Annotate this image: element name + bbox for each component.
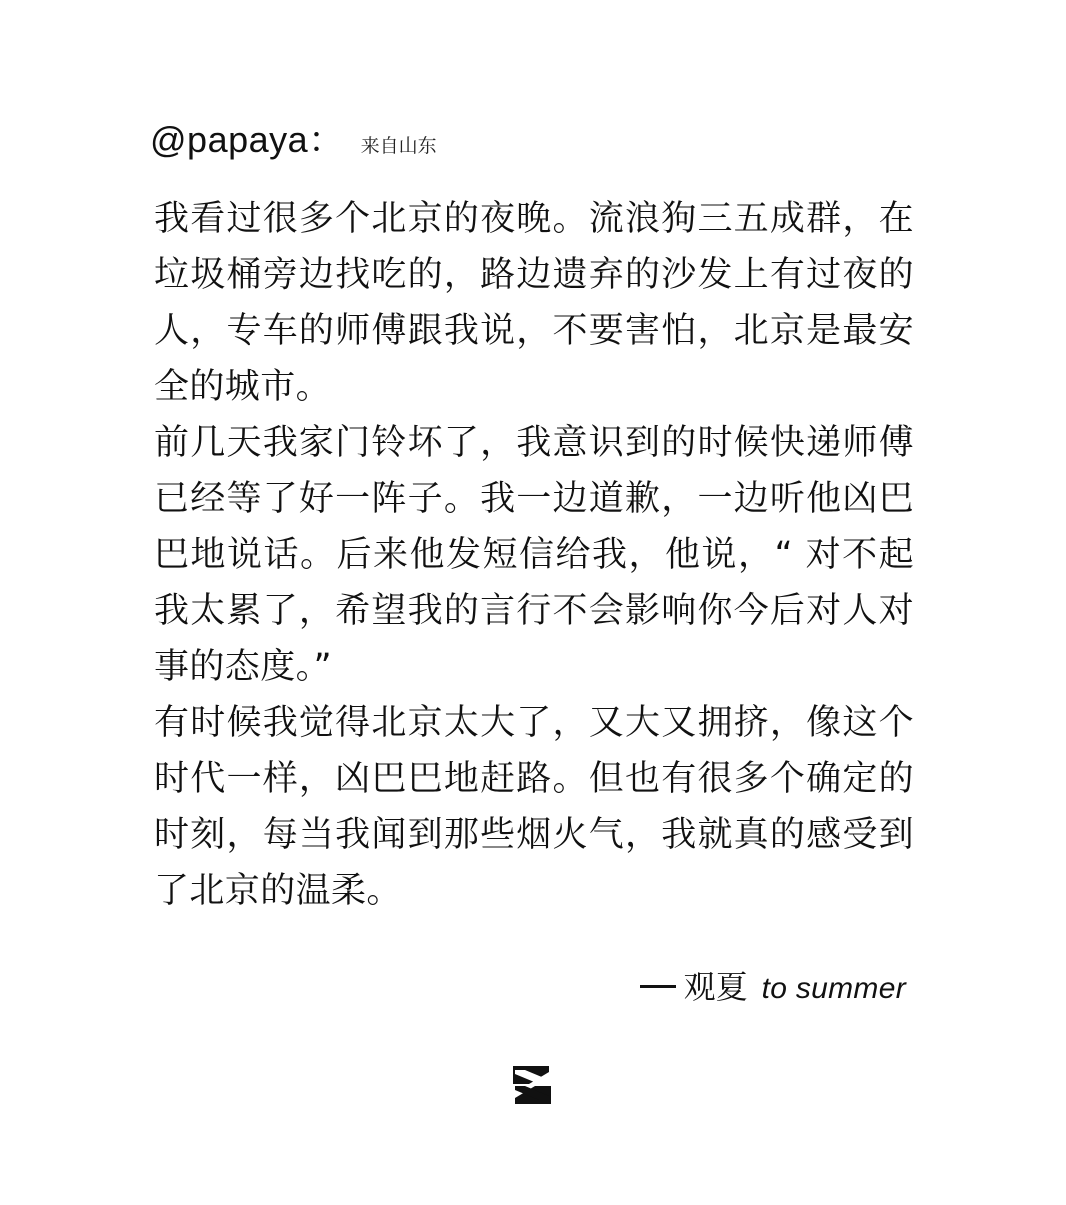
signature-dash: [640, 985, 676, 988]
signature-english: to summer: [761, 972, 906, 1005]
post-body: [154, 191, 914, 919]
post-header: [150, 112, 437, 163]
signature: [640, 962, 906, 1008]
paragraph-3: 有时候我觉得北京太大了，又大又拥挤，像这个时代一样，凶巴巴地赶路。但也有很多个确定的时刻，每当我闻到那些烟火气，我就真的感受到了北京的温柔。: [154, 703, 914, 911]
brand-s-logo-icon: [509, 1062, 555, 1108]
paragraph-2: 前几天我家门铃坏了，我意识到的时候快递师傅已经等了好一阵子。我一边道歉，一边听他凶巴巴地说话。后来他发短信给我，他说，“ 对不起我太累了，希望我的言行不会影响你今后对人对事的态度。”: [154, 423, 914, 687]
signature-chinese: 观夏: [683, 968, 748, 1006]
user-handle: @papaya：: [150, 119, 345, 160]
paragraph-1: 我看过很多个北京的夜晚。流浪狗三五成群，在垃圾桶旁边找吃的，路边遗弃的沙发上有过夜的人，专车的师傅跟我说，不要害怕，北京是最安全的城市。: [154, 199, 914, 407]
user-location: 来自山东: [360, 135, 437, 157]
